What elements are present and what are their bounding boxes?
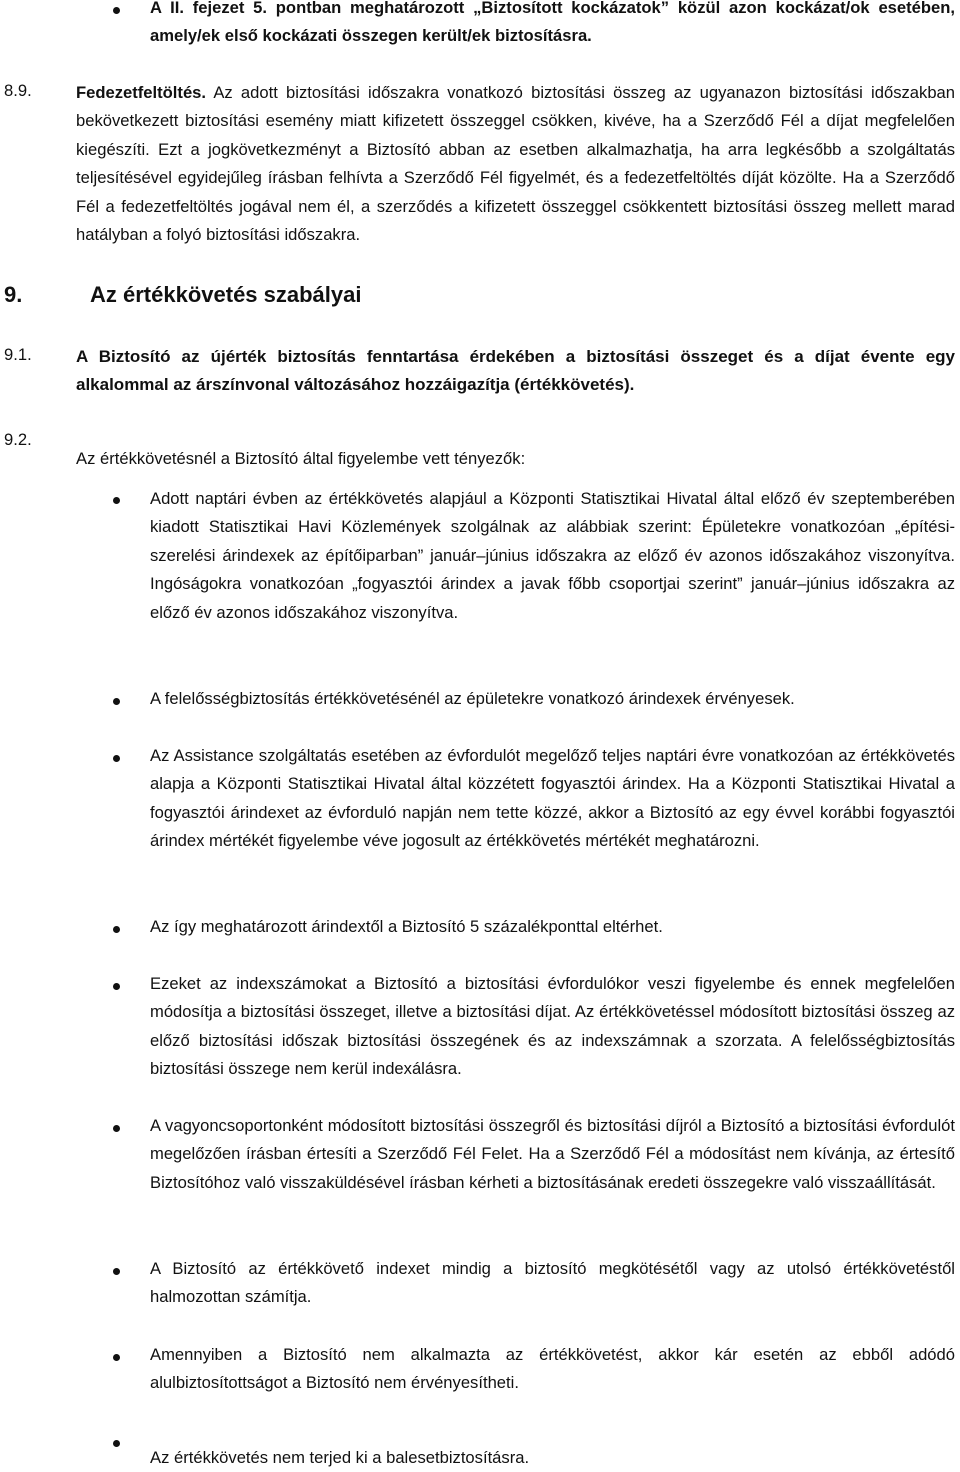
section-8-9-paragraph — [76, 79, 955, 249]
list-item: Az Assistance szolgáltatás esetében az évfordulót megelőző teljes naptári évre vonatkozóan az értékkövetés alapja a Központi Statisztikai Hivatal által közzétett fogyasztói árindex. Ha a Központi Statisztikai Hivatal a fogyasztói árindexet az évforduló napján nem tette közzé, akkor a Biztosító az egy évvel korábbi fogyasztói árindex mértékét figyelembe véve jogosult az értékkövetés mértékét meghatározni. — [150, 746, 955, 851]
section-8-9-body: Az adott biztosítási időszakra vonatkozó biztosítási összeg az ugyanazon biztosítási időszakban bekövetkezett biztosítási esemény miatt kifizetett összeggel csökken, kivéve, ha a Szerződő Fél a díjat megfelelően kiegészíti. Ezt a jogkövetkezményt a Biztosító abban az esetben alkalmazhatja, ha arra legkésőbb a szolgáltatás teljesítésével egyidejűleg írásban felhívta a Szerződő Fél figyelmét, és a fedezetfeltöltés díját közölte. Ha a Szerződő Fél a fedezetfeltöltés jogával nem él, a szerződés a kifizetett összeggel csökkentett biztosítási összeg mellett marad hatályban a folyó biztosítási időszakra. — [76, 83, 956, 245]
bullet-icon — [112, 748, 122, 758]
section-9-2-text: Az értékkövetésnél a Biztosító által figyelembe vett tényezők: — [76, 448, 526, 468]
section-9-title: Az értékkövetés szabályai — [90, 282, 362, 307]
list-item: Az értékkövetés nem terjed ki a balesetbiztosításra. — [150, 1447, 530, 1467]
bullet-icon — [112, 919, 122, 929]
bullet-icon — [112, 1118, 122, 1128]
list-item: Adott naptári évben az értékkövetés alapjául a Központi Statisztikai Hivatal által előző év szeptemberében kiadott Statisztikai Havi Közlemények szolgálnak az alábbiak szerint: Épületekre vonatkozóan „építési-szerelési árindexek az építőiparban” január–június időszakra az előző év azonos időszakához viszonyítva. Ingóságokra vonatkozóan „fogyasztói árindex a javak főbb csoportjai szerint” január–június időszakra az előző év azonos időszakához viszonyítva. — [150, 489, 955, 622]
list-item: A Biztosító az értékkövető indexet mindig a biztosító megkötésétől vagy az utolsó értékkövetéstől halmozottan számítja. — [150, 1259, 955, 1307]
list-item: A vagyoncsoportonként módosított biztosítási összegről és biztosítási díjról a Biztosító a biztosítási évfordulót megelőzően írásban értesíti a Szerződő Fél Felet. Ha a Szerződő Fél a módosítást nem kívánja, az értesítő Biztosítóhoz való visszaküldésével írásban kérheti a biztosításának eredeti összegekre való visszaállítását. — [150, 1116, 955, 1192]
bullet-icon — [112, 691, 122, 701]
section-8-9-number: 8.9. — [4, 81, 32, 100]
list-item: Az így meghatározott árindextől a Biztosító 5 százalékponttal eltérhet. — [150, 917, 663, 936]
list-item: A felelősségbiztosítás értékkövetésénél az épületekre vonatkozó árindexek érvényesek. — [150, 689, 795, 708]
section-9-2-number: 9.2. — [4, 430, 32, 449]
list-item: Ezeket az indexszámokat a Biztosító a biztosítási évfordulókor veszi figyelembe és ennek megfelelően módosítja a biztosítási összeget, illetve a biztosítási díjat. Az értékkövetéssel módosított biztosítási összeg az előző biztosítási időszak biztosítási összegének és az indexszámnak a szorzata. A felelősségbiztosítás biztosítási összege nem kerül indexálásra. — [150, 974, 955, 1079]
bullet-icon — [112, 1347, 122, 1357]
top-bullet-text: A II. fejezet 5. pontban meghatározott „Biztosított kockázatok” közül azon kockázat/ok esetében, amely/ek első kockázati összegen került/ek biztosításra. — [150, 0, 955, 46]
section-8-9-title: Fedezetfeltöltés. — [76, 83, 207, 102]
bullet-icon — [112, 0, 122, 10]
bullet-icon — [112, 976, 122, 986]
bullet-icon — [112, 490, 122, 500]
bullet-icon — [112, 1433, 122, 1443]
section-9-1-text: A Biztosító az újérték biztosítás fenntartása érdekében a biztosítási összeget és a díjat évente egy alkalommal az árszínvonal változásához hozzáigazítja (értékkövetés). — [76, 347, 955, 395]
section-9-1-number: 9.1. — [4, 345, 32, 364]
bullet-icon — [112, 1261, 122, 1271]
list-item: Amennyiben a Biztosító nem alkalmazta az értékkövetést, akkor kár esetén az ebből adódó alulbiztosítottságot a Biztosító nem érvényesítheti. — [150, 1345, 955, 1393]
section-9-number: 9. — [4, 282, 23, 307]
